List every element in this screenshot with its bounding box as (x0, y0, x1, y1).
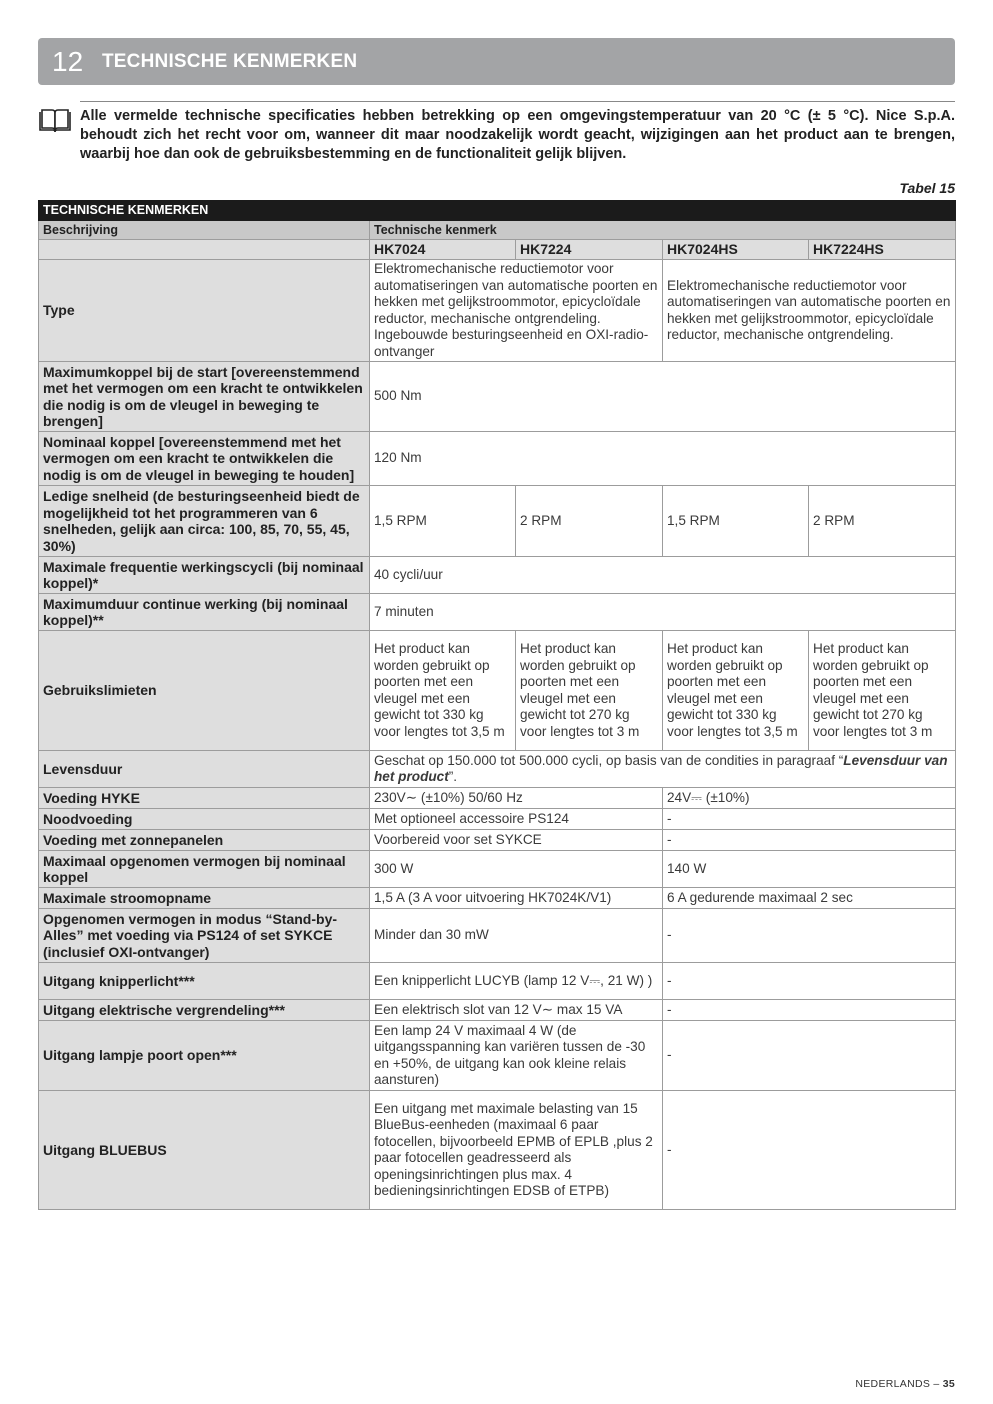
type-value-right: Elektromechanische reductiemotor voor automatiseringen van automatische poorten en hekken met gelijkstroommotor, epicycloïdale reductor, mechanische ontgrendeling. (663, 260, 956, 362)
table-title: TECHNISCHE KENMERKEN (39, 201, 956, 221)
max-power-right: 140 W (663, 851, 956, 888)
flasher-right: - (663, 963, 956, 1000)
note-divider (80, 101, 955, 102)
section-number: 12 (52, 45, 84, 77)
table-row (39, 1021, 956, 1091)
model-hk7024: HK7024 (370, 240, 516, 260)
lifetime-suffix: ”. (448, 769, 458, 784)
row-label-bluebus: Uitgang BLUEBUS (39, 1091, 370, 1210)
table-caption: Tabel 15 (899, 180, 955, 196)
table-header-row (39, 221, 956, 240)
book-icon (38, 108, 72, 134)
speed-value-hk7024: 1,5 RPM (370, 486, 516, 557)
column-header-description: Beschrijving (39, 221, 370, 240)
solar-right: - (663, 830, 956, 851)
type-value-left: Elektromechanische reductiemotor voor automatiseringen van automatische poorten en hekken met gelijkstroommotor, epicycloïdale reductor, mechanische ontgrendeling. Ingebouwde besturingseenheid en OXI-radio-ontvanger (370, 260, 663, 362)
table-row (39, 557, 956, 594)
max-current-left: 1,5 A (3 A voor uitvoering HK7024K/V1) (370, 888, 663, 909)
cycles-value: 40 cycli/uur (370, 557, 956, 594)
page-number: 35 (942, 1378, 955, 1390)
power-supply-right: 24V⎓ (±10%) (663, 788, 956, 809)
bluebus-left: Een uitgang met maximale belasting van 15 BlueBus-eenheden (maximaal 6 paar fotocellen, bijvoorbeeld EPMB of EPLB ,plus 2 paar fotocellen geadresseerd als openingsinrichtingen plus max. 4 bedieningsinrichtingen EDSB of ETPB) (370, 1091, 663, 1210)
section-header (38, 38, 955, 85)
table-row (39, 362, 956, 432)
model-hk7224: HK7224 (516, 240, 663, 260)
power-supply-left: 230V∼ (±10%) 50/60 Hz (370, 788, 663, 809)
max-current-right: 6 A gedurende maximaal 2 sec (663, 888, 956, 909)
lifetime-prefix: Geschat op 150.000 tot 500.000 cycli, op basis van de condities in paragraaf “ (374, 752, 844, 768)
table-row (39, 909, 956, 963)
note-text: Alle vermelde technische specificaties hebben betrekking op een omgevingstemperatuur van 20 °C (± 5 °C). Nice S.p.A. behoudt zich het recht voor om, wanneer dit maar noodzakelijk wordt geacht, wijzigingen aan het product aan te brengen, waarbij hoe dan ook de gebruiksbestemming en de functionaliteit gelijk blijven. (80, 108, 955, 162)
table-row (39, 751, 956, 788)
table-row (39, 963, 956, 1000)
table-row (39, 631, 956, 751)
table-row (39, 888, 956, 909)
speed-value-hk7224hs: 2 RPM (809, 486, 956, 557)
row-label-power-supply: Voeding HYKE (39, 788, 370, 809)
table-row (39, 1000, 956, 1021)
limits-value-hk7224: Het product kan worden gebruikt op poorten met een vleugel met een gewicht tot 270 kg voor lengtes tot 3 m (516, 631, 663, 751)
table-row (39, 851, 956, 888)
row-label-max-torque: Maximumkoppel bij de start [overeenstemmend met het vermogen om een kracht te ontwikkelen die nodig is om de vleugel in beweging te brengen] (39, 362, 370, 432)
row-label-emergency: Noodvoeding (39, 809, 370, 830)
row-label-flasher: Uitgang knipperlicht*** (39, 963, 370, 1000)
model-row-blank (39, 240, 370, 260)
duration-value: 7 minuten (370, 594, 956, 631)
lamp-left: Een lamp 24 V maximaal 4 W (de uitgangsspanning kan variëren tussen de -30 en +50%, de uitgang kan ook kleine relais aansturen) (370, 1021, 663, 1091)
lock-left: Een elektrisch slot van 12 V∼ max 15 VA (370, 1000, 663, 1021)
flasher-left: Een knipperlicht LUCYB (lamp 12 V⎓, 21 W) ) (370, 963, 663, 1000)
table-title-row (39, 201, 956, 221)
row-label-lock: Uitgang elektrische vergrendeling*** (39, 1000, 370, 1021)
lamp-right: - (663, 1021, 956, 1091)
spec-table (38, 200, 956, 1210)
emergency-right: - (663, 809, 956, 830)
limits-value-hk7224hs: Het product kan worden gebruikt op poorten met een vleugel met een gewicht tot 270 kg voor lengtes tot 3 m (809, 631, 956, 751)
model-hk7224hs: HK7224HS (809, 240, 956, 260)
nominal-torque-value: 120 Nm (370, 432, 956, 486)
speed-value-hk7024hs: 1,5 RPM (663, 486, 809, 557)
table-row (39, 486, 956, 557)
column-header-features: Technische kenmerk (370, 221, 956, 240)
row-label-speed: Ledige snelheid (de besturingseenheid biedt de mogelijkheid tot het programmeren van 6 snelheden, gelijk aan circa: 100, 85, 70, 55, 45, 30%) (39, 486, 370, 557)
section-title: TECHNISCHE KENMERKEN (102, 50, 358, 72)
lifetime-section-ref: Levensduur van het product (374, 752, 948, 784)
limits-value-hk7024hs: Het product kan worden gebruikt op poorten met een vleugel met een gewicht tot 330 kg voor lengtes tot 3,5 m (663, 631, 809, 751)
row-label-standby: Opgenomen vermogen in modus “Stand-by-Alles” met voeding via PS124 of set SYKCE (inclusief OXI-ontvanger) (39, 909, 370, 963)
row-label-limits: Gebruikslimieten (39, 631, 370, 751)
table-row (39, 260, 956, 362)
row-label-duration: Maximumduur continue werking (bij nominaal koppel)** (39, 594, 370, 631)
model-row (39, 240, 956, 260)
standby-right: - (663, 909, 956, 963)
row-label-max-current: Maximale stroomopname (39, 888, 370, 909)
lock-right: - (663, 1000, 956, 1021)
table-row (39, 432, 956, 486)
table-row (39, 1091, 956, 1210)
table-row (39, 594, 956, 631)
row-label-solar: Voeding met zonnepanelen (39, 830, 370, 851)
solar-left: Voorbereid voor set SYKCE (370, 830, 663, 851)
row-label-max-power: Maximaal opgenomen vermogen bij nominaal koppel (39, 851, 370, 888)
page-footer (855, 1378, 955, 1390)
standby-left: Minder dan 30 mW (370, 909, 663, 963)
row-label-type: Type (39, 260, 370, 362)
row-label-nominal-torque: Nominaal koppel [overeenstemmend met het vermogen om een kracht te ontwikkelen die nodig is om de vleugel in beweging te houden] (39, 432, 370, 486)
limits-value-hk7024: Het product kan worden gebruikt op poorten met een vleugel met een gewicht tot 330 kg voor lengtes tot 3,5 m (370, 631, 516, 751)
model-hk7024hs: HK7024HS (663, 240, 809, 260)
row-label-lamp: Uitgang lampje poort open*** (39, 1021, 370, 1091)
lifetime-value (370, 751, 956, 788)
table-row (39, 788, 956, 809)
table-row (39, 809, 956, 830)
emergency-left: Met optioneel accessoire PS124 (370, 809, 663, 830)
bluebus-right: - (663, 1091, 956, 1210)
table-row (39, 830, 956, 851)
row-label-lifetime: Levensduur (39, 751, 370, 788)
row-label-cycles: Maximale frequentie werkingscycli (bij nominaal koppel)* (39, 557, 370, 594)
speed-value-hk7224: 2 RPM (516, 486, 663, 557)
max-torque-value: 500 Nm (370, 362, 956, 432)
footer-language: NEDERLANDS – (855, 1378, 943, 1390)
max-power-left: 300 W (370, 851, 663, 888)
